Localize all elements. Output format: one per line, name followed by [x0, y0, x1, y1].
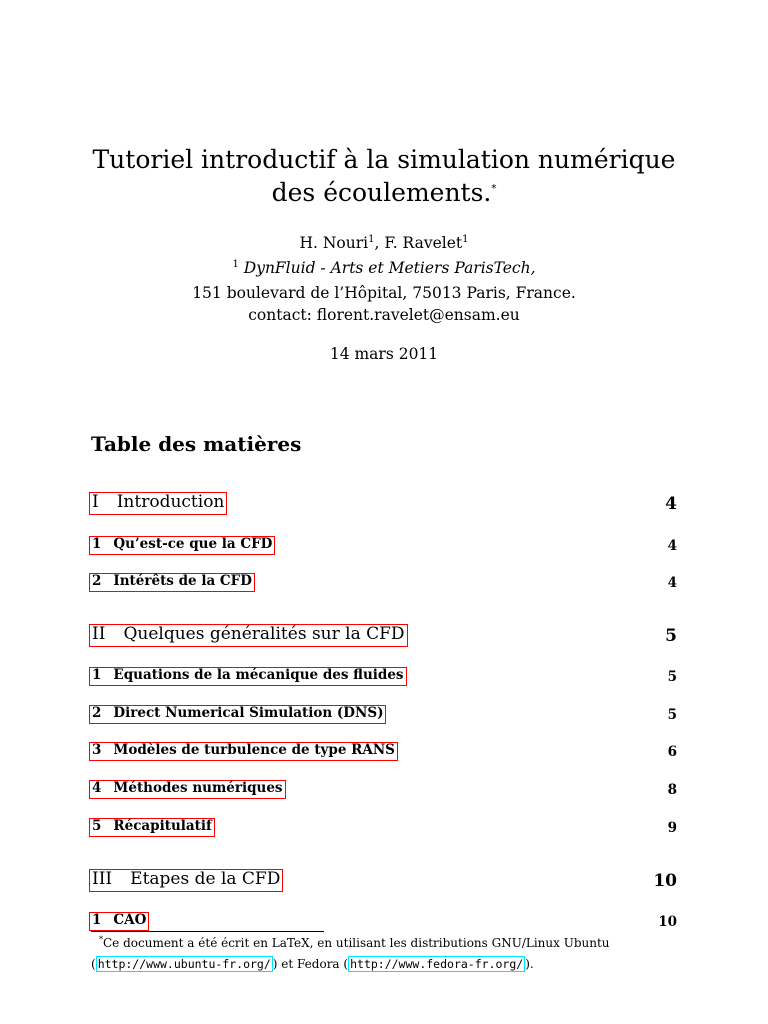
toc-entry-number: 4 [92, 780, 102, 796]
toc-part-row [89, 869, 679, 892]
footnote: *Ce document a été écrit en LaTeX, en utilisant les distributions GNU/Linux Ubuntu ( http://www.ubuntu-fr.org/ ) et Fedora ( http://www.fedora-fr.org/ ). [91, 935, 610, 971]
toc-section-link[interactable] [89, 667, 407, 686]
toc-section-link[interactable] [89, 742, 398, 761]
toc-part-link[interactable] [89, 624, 408, 647]
toc-section-row [89, 909, 679, 931]
toc-section-row [89, 533, 679, 555]
toc-section-link[interactable] [89, 705, 386, 724]
authors-line: H. Nouri$^1$, F. Ravelet$^1$ [299, 233, 469, 252]
toc-entry-label: CAO [113, 912, 147, 928]
toc-entry-number: 2 [92, 573, 102, 589]
toc-page-number: 4 [667, 537, 677, 554]
toc-page-number: 9 [667, 819, 677, 836]
toc-entry-number: II [92, 624, 106, 644]
contact-line: contact: florent.ravelet@ensam.eu [248, 306, 520, 324]
affiliation-name: DynFluid - Arts et Metiers ParisTech, [243, 259, 536, 277]
toc-section-row [89, 570, 679, 592]
title-footnote-mark[interactable]: * [491, 183, 497, 195]
fedora-url-link[interactable]: http://www.fedora-fr.org/ [350, 957, 524, 971]
toc-entry-label: Introduction [116, 492, 225, 512]
toc-page-number: 5 [665, 625, 677, 646]
toc-section-row [89, 664, 679, 686]
toc-entry-label: Méthodes numériques [113, 780, 283, 796]
toc-page-number: 10 [653, 870, 677, 891]
toc-entry-number: 1 [92, 912, 102, 928]
toc-entry-label: Intérêts de la CFD [113, 573, 252, 589]
toc-entry-number: 1 [92, 536, 102, 552]
toc-entry-number: III [92, 869, 113, 889]
toc-entry-label: Modèles de turbulence de type RANS [113, 742, 395, 758]
title-text: Tutoriel introductif à la simulation numérique des écoulements. [92, 145, 676, 207]
toc-entry-number: 3 [92, 742, 102, 758]
toc-section-link[interactable] [89, 536, 275, 555]
toc-entry-label: Equations de la mécanique des fluides [113, 667, 404, 683]
author-ravelet: F. Ravelet [384, 234, 463, 252]
toc-page-number: 10 [658, 913, 677, 930]
toc-section-link[interactable] [89, 573, 255, 592]
toc-entry-label: Récapitulatif [113, 818, 212, 834]
toc-section-row [89, 739, 679, 761]
toc-part-row [89, 624, 679, 647]
toc-section-row [89, 702, 679, 724]
toc-part-link[interactable] [89, 869, 283, 892]
toc-entry-number: 1 [92, 667, 102, 683]
toc-entry-label: Quelques généralités sur la CFD [123, 624, 405, 644]
toc-page-number: 8 [667, 781, 677, 798]
footnote-rule [91, 931, 324, 932]
author-nouri: H. Nouri [299, 234, 369, 252]
toc-part-row [89, 492, 679, 515]
toc-entry-number: I [92, 492, 99, 512]
toc-page-number: 4 [665, 493, 677, 514]
toc-heading: Table des matières [91, 432, 302, 456]
toc-entry-label: Qu’est-ce que la CFD [113, 536, 273, 552]
toc-page-number: 5 [667, 668, 677, 685]
toc-section-link[interactable] [89, 912, 149, 931]
toc-entry-label: Etapes de la CFD [130, 869, 281, 889]
toc-page-number: 6 [667, 743, 677, 760]
toc-part-link[interactable] [89, 492, 227, 515]
toc-page-number: 4 [667, 574, 677, 591]
document-date: 14 mars 2011 [329, 345, 439, 363]
document-title [80, 143, 688, 209]
toc-entry-number: 2 [92, 705, 102, 721]
toc-entry-label: Direct Numerical Simulation (DNS) [113, 705, 384, 721]
ubuntu-url-link[interactable]: http://www.ubuntu-fr.org/ [97, 957, 271, 971]
toc-entry-number: 5 [92, 818, 102, 834]
toc-page-number: 5 [667, 706, 677, 723]
toc-section-link[interactable] [89, 818, 215, 837]
toc-section-row [89, 777, 679, 799]
affiliation-line: $^1$ DynFluid - Arts et Metiers ParisTech, [232, 258, 536, 277]
address-line: 151 boulevard de l’Hôpital, 75013 Paris, France. [192, 284, 576, 302]
toc-section-row [89, 815, 679, 837]
toc-section-link[interactable] [89, 780, 286, 799]
